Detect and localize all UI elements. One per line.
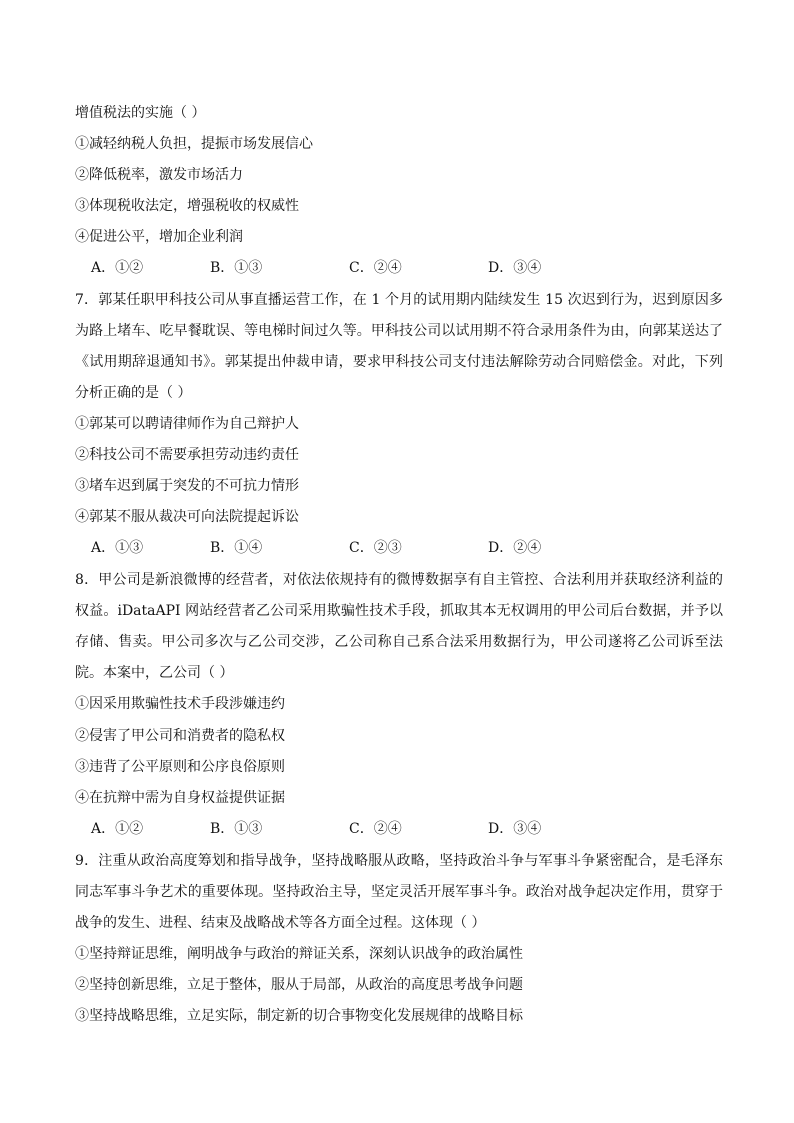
q6-statement-1: ①减轻纳税人负担，提振市场发展信心 xyxy=(75,136,313,152)
q7-statement-2: ②科技公司不需要承担劳动违约责任 xyxy=(75,447,299,463)
q8-option-b[interactable]: B．①③ xyxy=(210,821,263,837)
q7-statement-1: ①郭某可以聘请律师作为自己辩护人 xyxy=(75,416,299,432)
question-6-stem-tail: 增值税法的实施（ ） xyxy=(75,105,206,121)
q9-statement-1: ①坚持辩证思维，阐明战争与政治的辩证关系，深刻认识战争的政治属性 xyxy=(75,946,523,962)
q6-option-b[interactable]: B．①③ xyxy=(210,260,263,276)
q7-statement-4: ④郭某不服从裁决可向法院提起诉讼 xyxy=(75,509,299,525)
q8-option-c[interactable]: C．②④ xyxy=(349,821,402,837)
question-7-stem: 7．郭某任职甲科技公司从事直播运营工作，在 1 个月的试用期内陆续发生 15 次迟到行为，迟到原因多为路上堵车、吃早餐耽误、等电梯时间过久等。甲科技公司以试用期不符合录用条件为由，向郭某送达了《试用期辞退通知书》。郭某提出仲裁申请，要求甲科技公司支付违法解除劳动合同赔偿金。对此，下列分析正确的是（ ） xyxy=(75,292,723,401)
q6-statement-3: ③体现税收法定，增强税收的权威性 xyxy=(75,198,299,214)
q8-statement-4: ④在抗辩中需为自身权益提供证据 xyxy=(75,790,285,806)
q7-options xyxy=(91,538,731,558)
q9-statement-2: ②坚持创新思维，立足于整体，服从于局部，从政治的高度思考战争问题 xyxy=(75,977,523,993)
question-9-stem: 9．注重从政治高度筹划和指导战争，坚持战略服从政略，坚持政治斗争与军事斗争紧密配合，是毛泽东同志军事斗争艺术的重要体现。坚持政治主导，坚定灵活开展军事斗争。政治对战争起决定作用，贯穿于战争的发生、进程、结束及战略战术等各方面全过程。这体现（ ） xyxy=(75,853,723,931)
q8-option-a[interactable]: A．①② xyxy=(91,821,144,837)
question-8-stem: 8．甲公司是新浪微博的经营者，对依法依规持有的微博数据享有自主管控、合法利用并获取经济利益的权益。iDataAPI 网站经营者乙公司采用欺骗性技术手段，抓取其本无权调用的甲公司后台数据，并予以存储、售卖。甲公司多次与乙公司交涉，乙公司称自己系合法采用数据行为，甲公司遂将乙公司诉至法院。本案中，乙公司（ ） xyxy=(75,572,723,681)
q6-option-c[interactable]: C．②④ xyxy=(349,260,402,276)
q6-option-d[interactable]: D．③④ xyxy=(488,260,542,276)
q6-option-a[interactable]: A．①② xyxy=(91,260,144,276)
q7-option-c[interactable]: C．②③ xyxy=(349,540,402,556)
q8-statement-2: ②侵害了甲公司和消费者的隐私权 xyxy=(75,728,285,744)
q6-options xyxy=(91,258,731,278)
q6-statement-4: ④促进公平，增加企业利润 xyxy=(75,229,243,245)
q7-option-a[interactable]: A．①③ xyxy=(91,540,144,556)
q8-statement-1: ①因采用欺骗性技术手段涉嫌违约 xyxy=(75,696,285,712)
q7-option-b[interactable]: B．①④ xyxy=(210,540,263,556)
q9-statement-3: ③坚持战略思维，立足实际，制定新的切合事物变化发展规律的战略目标 xyxy=(75,1008,523,1024)
q7-option-d[interactable]: D．②④ xyxy=(488,540,542,556)
q8-statement-3: ③违背了公平原则和公序良俗原则 xyxy=(75,759,285,775)
q6-statement-2: ②降低税率，激发市场活力 xyxy=(75,167,243,183)
q8-option-d[interactable]: D．③④ xyxy=(488,821,542,837)
q7-statement-3: ③堵车迟到属于突发的不可抗力情形 xyxy=(75,478,299,494)
q8-options xyxy=(91,819,731,839)
